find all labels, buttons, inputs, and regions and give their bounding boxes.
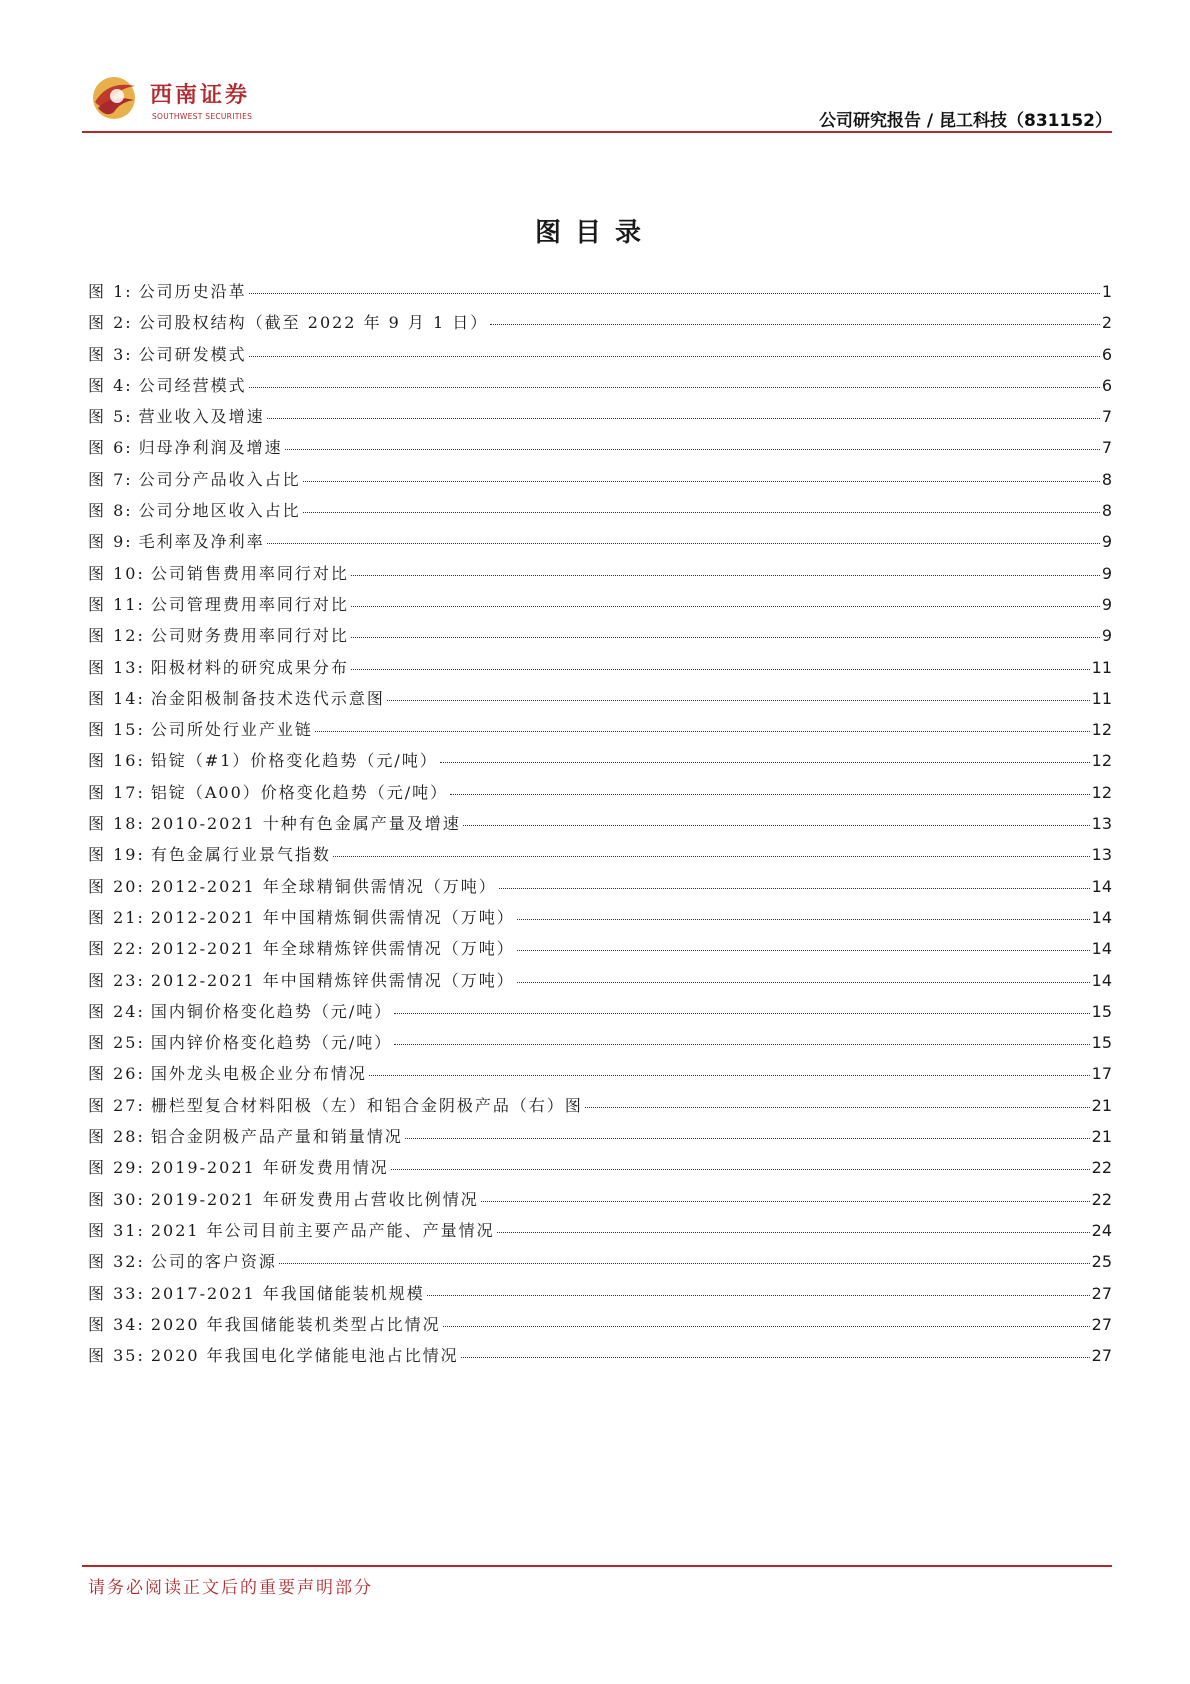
figure-title: 公司销售费用率同行对比	[150, 563, 349, 583]
toc-entry[interactable]	[88, 968, 1112, 999]
leader-dots	[303, 481, 1100, 482]
page-number: 12	[1091, 720, 1112, 740]
toc-entry[interactable]	[88, 1061, 1112, 1092]
report-identifier: 公司研究报告 / 昆工科技（831152）	[818, 111, 1112, 131]
toc-entry[interactable]	[88, 717, 1112, 748]
leader-dots	[497, 1232, 1090, 1233]
page-number: 9	[1101, 626, 1112, 646]
figure-title: 公司财务费用率同行对比	[150, 626, 349, 646]
footer-divider	[82, 1565, 1112, 1567]
figure-title: 2012-2021 年全球精炼锌供需情况（万吨）	[150, 939, 515, 959]
page-number: 15	[1091, 1033, 1112, 1053]
leader-dots	[279, 1263, 1090, 1264]
figure-title: 公司股权结构（截至 2022 年 9 月 1 日）	[138, 313, 489, 333]
page-number: 24	[1091, 1220, 1112, 1240]
figure-title: 国外龙头电极企业分布情况	[150, 1064, 367, 1084]
page-number: 21	[1091, 1127, 1112, 1147]
leader-dots	[585, 1107, 1090, 1108]
figure-label: 图 1:	[88, 282, 133, 301]
page-number: 7	[1101, 438, 1112, 458]
figure-title: 国内锌价格变化趋势（元/吨）	[150, 1033, 393, 1053]
figure-label: 图 12:	[88, 626, 145, 646]
figure-label: 图 2:	[88, 313, 133, 333]
leader-dots	[267, 418, 1100, 419]
figure-title: 国内铜价格变化趋势（元/吨）	[150, 1001, 393, 1021]
page-number: 11	[1091, 688, 1112, 708]
toc-entry[interactable]	[88, 1155, 1112, 1186]
page-number: 14	[1091, 907, 1112, 927]
figure-label: 图 4:	[88, 375, 133, 395]
leader-dots	[450, 794, 1089, 795]
page-number: 25	[1091, 1252, 1112, 1272]
figure-label: 图 7:	[88, 469, 133, 489]
page-number: 14	[1091, 939, 1112, 959]
page-number: 8	[1101, 469, 1112, 489]
leader-dots	[351, 606, 1100, 607]
figure-title: 冶金阳极制备技术迭代示意图	[150, 688, 385, 708]
page-number: 22	[1091, 1189, 1112, 1209]
toc-entry[interactable]	[88, 1218, 1112, 1249]
page-number: 14	[1091, 970, 1112, 990]
leader-dots	[463, 825, 1090, 826]
figure-title: 2012-2021 年全球精铜供需情况（万吨）	[150, 876, 497, 896]
toc-entry[interactable]	[88, 467, 1112, 498]
leader-dots	[443, 1326, 1090, 1327]
leader-dots	[387, 700, 1090, 701]
toc-entry[interactable]	[88, 561, 1112, 592]
page-number: 9	[1101, 594, 1112, 614]
leader-dots	[517, 982, 1090, 983]
leader-dots	[303, 512, 1100, 513]
figure-label: 图 8:	[88, 501, 133, 521]
figure-label: 图 6:	[88, 438, 133, 458]
leader-dots	[394, 1013, 1089, 1014]
figure-title: 公司分产品收入占比	[138, 469, 301, 489]
page-number: 15	[1091, 1001, 1112, 1021]
figure-label: 图 23:	[88, 970, 145, 990]
leader-dots	[249, 293, 1100, 294]
leader-dots	[427, 1295, 1090, 1296]
page-number: 17	[1091, 1064, 1112, 1084]
toc-entry[interactable]	[88, 1281, 1112, 1312]
toc-entry[interactable]	[88, 1249, 1112, 1280]
figure-label: 图 27:	[88, 1095, 145, 1115]
page-number: 21	[1091, 1095, 1112, 1115]
logo-emblem-icon	[90, 72, 142, 124]
toc-entry[interactable]	[88, 999, 1112, 1030]
figure-label: 图 22:	[88, 939, 145, 959]
figure-label: 图 35:	[88, 1346, 145, 1366]
toc-entry[interactable]	[88, 1187, 1112, 1218]
figure-title: 有色金属行业景气指数	[150, 845, 331, 865]
figure-list	[88, 279, 1112, 1374]
toc-entry[interactable]	[88, 874, 1112, 905]
figure-label: 图 19:	[88, 845, 145, 865]
page-number: 6	[1101, 344, 1112, 364]
figure-title: 营业收入及增速	[138, 407, 265, 427]
toc-entry[interactable]	[88, 310, 1112, 341]
page-number: 27	[1091, 1314, 1112, 1334]
figure-label: 图 14:	[88, 688, 145, 708]
logo-chinese-text: 西南证券	[150, 82, 251, 108]
logo-english-text: SOUTHWEST SECURITIES	[152, 112, 253, 121]
leader-dots	[333, 856, 1090, 857]
figure-title: 铅锭（#1）价格变化趋势（元/吨）	[150, 751, 438, 771]
toc-entry[interactable]	[88, 1030, 1112, 1061]
toc-entry[interactable]	[88, 623, 1112, 654]
toc-entry[interactable]	[88, 842, 1112, 873]
figure-title: 2012-2021 年中国精炼锌供需情况（万吨）	[150, 970, 515, 990]
leader-dots	[481, 1201, 1090, 1202]
figure-label: 图 21:	[88, 907, 145, 927]
figure-label: 图 18:	[88, 814, 145, 834]
page-header	[82, 68, 1112, 134]
page-number: 22	[1091, 1158, 1112, 1178]
figure-title: 阳极材料的研究成果分布	[150, 657, 349, 677]
figure-title: 归母净利润及增速	[138, 438, 283, 458]
leader-dots	[315, 731, 1090, 732]
figure-label: 图 28:	[88, 1127, 145, 1147]
figure-title: 2020 年我国电化学储能电池占比情况	[150, 1346, 459, 1366]
leader-dots	[351, 637, 1100, 638]
leader-dots	[440, 762, 1090, 763]
figure-title: 2021 年公司目前主要产品产能、产量情况	[150, 1220, 495, 1240]
leader-dots	[405, 1138, 1090, 1139]
toc-entry[interactable]	[88, 780, 1112, 811]
toc-entry[interactable]	[88, 905, 1112, 936]
leader-dots	[351, 669, 1090, 670]
toc-entry[interactable]	[88, 279, 1112, 310]
toc-entry[interactable]	[88, 686, 1112, 717]
figure-label: 图 20:	[88, 876, 145, 896]
figure-label: 图 3:	[88, 344, 133, 364]
toc-entry[interactable]	[88, 373, 1112, 404]
page-number: 6	[1101, 375, 1112, 395]
page-number: 11	[1091, 657, 1112, 677]
figure-label: 图 33:	[88, 1283, 145, 1303]
figure-title: 公司所处行业产业链	[150, 720, 313, 740]
figure-title: 2010-2021 十种有色金属产量及增速	[150, 814, 461, 834]
toc-entry[interactable]	[88, 1312, 1112, 1343]
toc-entry[interactable]	[88, 342, 1112, 373]
leader-dots	[490, 324, 1100, 325]
figure-label: 图 26:	[88, 1064, 145, 1084]
toc-entry[interactable]	[88, 529, 1112, 560]
toc-entry[interactable]	[88, 435, 1112, 466]
page-number: 9	[1101, 563, 1112, 583]
leader-dots	[285, 449, 1100, 450]
figure-title: 公司的客户资源	[150, 1252, 277, 1272]
figure-label: 图 16:	[88, 751, 145, 771]
figure-title: 2019-2021 年研发费用占营收比例情况	[150, 1189, 479, 1209]
toc-entry[interactable]	[88, 936, 1112, 967]
leader-dots	[267, 543, 1100, 544]
toc-entry[interactable]	[88, 811, 1112, 842]
toc-heading: 图目录	[534, 218, 655, 248]
figure-title: 公司分地区收入占比	[138, 501, 301, 521]
toc-entry[interactable]	[88, 498, 1112, 529]
figure-title: 2012-2021 年中国精炼铜供需情况（万吨）	[150, 907, 515, 927]
figure-title: 栅栏型复合材料阳极（左）和铝合金阴极产品（右）图	[150, 1095, 583, 1115]
leader-dots	[461, 1357, 1090, 1358]
page-number: 12	[1091, 751, 1112, 771]
company-logo	[90, 72, 320, 122]
figure-label: 图 34:	[88, 1314, 145, 1334]
figure-label: 图 17:	[88, 782, 145, 802]
page-number: 2	[1101, 313, 1112, 333]
figure-title: 毛利率及净利率	[138, 532, 265, 552]
page-number: 14	[1091, 876, 1112, 896]
toc-entry[interactable]	[88, 655, 1112, 686]
toc-entry[interactable]	[88, 404, 1112, 435]
figure-title: 2017-2021 年我国储能装机规模	[150, 1283, 425, 1303]
page-number: 12	[1091, 782, 1112, 802]
page-number: 27	[1091, 1283, 1112, 1303]
leader-dots	[351, 575, 1100, 576]
figure-title: 2020 年我国储能装机类型占比情况	[150, 1314, 441, 1334]
figure-label: 图 24:	[88, 1001, 145, 1021]
toc-entry[interactable]	[88, 1124, 1112, 1155]
page-number: 27	[1091, 1346, 1112, 1366]
disclaimer-note: 请务必阅读正文后的重要声明部分	[88, 1578, 373, 1598]
header-divider	[82, 131, 1112, 133]
leader-dots	[499, 888, 1090, 889]
leader-dots	[249, 387, 1100, 388]
figure-title: 公司经营模式	[138, 375, 247, 395]
toc-entry[interactable]	[88, 748, 1112, 779]
figure-title: 公司管理费用率同行对比	[150, 594, 349, 614]
page-number: 1	[1101, 282, 1112, 301]
figure-title: 铝合金阴极产品产量和销量情况	[150, 1127, 403, 1147]
figure-label: 图 31:	[88, 1220, 145, 1240]
leader-dots	[249, 356, 1100, 357]
figure-title: 2019-2021 年研发费用情况	[150, 1158, 389, 1178]
figure-title: 公司研发模式	[138, 344, 247, 364]
figure-label: 图 13:	[88, 657, 145, 677]
leader-dots	[369, 1075, 1090, 1076]
figure-label: 图 11:	[88, 594, 145, 614]
leader-dots	[517, 950, 1090, 951]
figure-label: 图 32:	[88, 1252, 145, 1272]
leader-dots	[391, 1169, 1090, 1170]
toc-entry[interactable]	[88, 1343, 1112, 1374]
leader-dots	[517, 919, 1090, 920]
figure-label: 图 30:	[88, 1189, 145, 1209]
page-number: 8	[1101, 501, 1112, 521]
figure-label: 图 5:	[88, 407, 133, 427]
figure-label: 图 25:	[88, 1033, 145, 1053]
figure-label: 图 9:	[88, 532, 133, 552]
page-number: 13	[1091, 814, 1112, 834]
leader-dots	[394, 1044, 1089, 1045]
figure-label: 图 15:	[88, 720, 145, 740]
toc-entry[interactable]	[88, 592, 1112, 623]
figure-title: 铝锭（A00）价格变化趋势（元/吨）	[150, 782, 449, 802]
figure-label: 图 10:	[88, 563, 145, 583]
toc-entry[interactable]	[88, 1093, 1112, 1124]
page-number: 7	[1101, 407, 1112, 427]
figure-label: 图 29:	[88, 1158, 145, 1178]
figure-title: 公司历史沿革	[138, 282, 247, 301]
page-number: 13	[1091, 845, 1112, 865]
page-number: 9	[1101, 532, 1112, 552]
